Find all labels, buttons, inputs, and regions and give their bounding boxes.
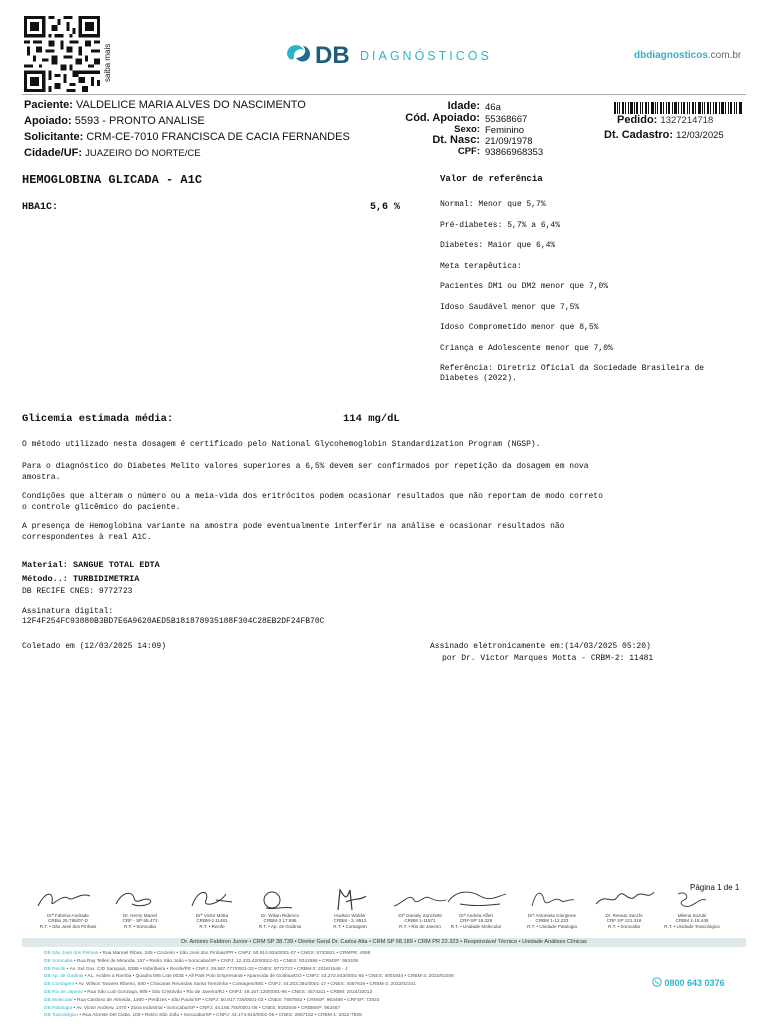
logo-db-text: DB xyxy=(315,42,350,69)
variant-note xyxy=(22,521,702,543)
reference-item: Criança e Adolescente menor que 7,0% xyxy=(440,344,613,353)
unit-name: DB Ap. de Goiânia xyxy=(44,974,84,980)
metodo-row xyxy=(22,574,139,584)
reference-item: Pré-diabetes: 5,7% a 6,4% xyxy=(440,221,561,230)
solicitante-row xyxy=(24,131,350,143)
signatory-role: R.T. • São José dos Pinhais xyxy=(39,923,97,929)
note-line: amostra. xyxy=(22,473,61,482)
directors-text: Dr. Antonio Fabbron Junior • CRM SP 38.739 • Diretor Geral Dr. Carlos Alta • CRM SP 68.189 • CRM PR 22.323 • Responsável Técnico • Unidade Análises Clínicas xyxy=(181,939,587,945)
unit-address xyxy=(44,997,664,1005)
signatory-role: R.T. • Sorocaba xyxy=(608,923,640,929)
signatory-name: Drª Fabrina Andrade xyxy=(47,913,89,918)
cnes-line: DB RECIFE CNES: 9772723 xyxy=(22,587,133,596)
dt-nasc-value: 21/09/1978 xyxy=(485,136,533,147)
barcode xyxy=(614,101,742,113)
unit-address xyxy=(44,958,664,966)
signatory-name: Drª Antonieta Giorgione xyxy=(527,913,577,918)
signatory-name: Drª Andréa Alferi xyxy=(459,913,493,918)
signatory-role: R.T. • Unidade Molecular xyxy=(450,923,502,929)
diagnosis-note xyxy=(22,461,702,483)
unit-name: DB Contagem xyxy=(44,982,75,988)
cadastro-row xyxy=(604,129,724,141)
conditions-note xyxy=(22,491,702,513)
signatory-credit xyxy=(242,913,318,929)
reference-item: Pacientes DM1 ou DM2 menor que 7,0% xyxy=(440,282,609,291)
apoiado-label: Apoiado: xyxy=(24,115,72,127)
saiba-mais-label: saiba mais xyxy=(103,43,112,82)
assinatura-label: Assinatura digital: xyxy=(22,607,114,616)
method-note xyxy=(22,439,702,450)
unit-name: DB Molecular xyxy=(44,997,73,1003)
reference-source-line1: Referência: Diretriz Oficial da Sociedade Brasileira de xyxy=(440,364,705,373)
signatory-name: Dr. Wilian Ridenco xyxy=(261,913,299,918)
logo-mark-icon xyxy=(284,38,514,70)
note-line: Condições que alteram o número ou a meia-vida dos eritrócitos podem ocasionar resultados que não reportam de modo correto xyxy=(22,492,603,501)
signatory-role: R.T. • Unidade Toxicológico xyxy=(664,923,720,929)
assinado-line: Assinado eletronicamente em:(14/03/2025 05:20) xyxy=(430,642,651,651)
cpf-label: CPF: xyxy=(457,146,480,157)
pedido-row xyxy=(617,114,713,126)
cod-apoiado-label: Cód. Apoiado: xyxy=(405,112,480,124)
signatory-registry: CRBM 1-11571 xyxy=(404,918,436,924)
signature xyxy=(656,886,728,912)
cadastro-value: 12/03/2025 xyxy=(676,130,724,141)
material-label: Material: xyxy=(22,560,68,570)
signatory-registry: CRF-SP 18.329 xyxy=(459,918,493,924)
unit-address xyxy=(44,973,664,981)
unit-name: DB Rio de Janeiro xyxy=(44,989,83,995)
signatory-registry: CRBM-3 17.596 xyxy=(263,918,297,924)
glicemia-label: Glicemia estimada média: xyxy=(22,413,174,425)
coletado-line: Coletado em (12/03/2025 14:09) xyxy=(22,642,167,651)
exam-title: HEMOGLOBINA GLICADA - A1C xyxy=(22,173,203,187)
reference-item: Meta terapêutica: xyxy=(440,262,522,271)
metodo-label: Método..: xyxy=(22,574,68,584)
signature xyxy=(32,886,104,912)
saiba-mais-vertical-text xyxy=(101,22,113,86)
signature xyxy=(104,886,176,912)
signatory-role: R.T. • Rio de Janeiro xyxy=(399,923,441,929)
unit-address xyxy=(44,981,664,989)
unit-details: • Rua Cardoso de Almeida, 1460 • Perdizes • São Paulo/SP • CNPJ: 50.917.729/0001-03 • CNES: 7887582 • CRMSP: 963468 • CRFSP: 72933 xyxy=(72,997,380,1003)
metodo-value: TURBIDIMETRIA xyxy=(73,574,140,584)
signatory-registry: CRF SP 121.316 xyxy=(606,918,642,924)
unit-details: • Rua Manoel Ribas, 245 • Cruzeiro • São José dos Pinhais/PR • CNPJ: 50.914.934/0001-07 • CNES: 6733921 • CRMPR: 4958 xyxy=(98,951,371,956)
solicitante-label: Solicitante: xyxy=(24,131,84,143)
unit-address xyxy=(44,989,664,997)
unit-name: DB Sorocaba xyxy=(44,958,73,964)
signatory-credit xyxy=(30,913,106,929)
sexo-value: Feminino xyxy=(485,125,525,136)
signatory-credit xyxy=(514,913,590,929)
signatory-registry: CRBM 1-12.223 xyxy=(535,918,569,924)
unit-name: DB Recife xyxy=(44,966,66,972)
signature xyxy=(176,886,248,912)
pedido-label: Pedido: xyxy=(617,114,658,126)
note-line: O método utilizado nesta dosagem é certificado pelo National Glycohemoglobin Standardization Program (NGSP). xyxy=(22,440,541,449)
unit-address xyxy=(44,950,664,958)
glicemia-value: 114 mg/dL xyxy=(343,413,400,425)
signatory-registry: CRBM 1-18.445 xyxy=(675,918,709,924)
cidade-row xyxy=(24,147,201,159)
signature xyxy=(244,886,316,912)
signatory-role: R.T. • Unidade Patologia xyxy=(527,923,577,929)
signatory-name: Drª Daniely Zanchetti xyxy=(398,913,442,918)
note-line: o controle glicêmico do paciente. xyxy=(22,503,181,512)
signatory-registry: CRBM-2 11481 xyxy=(196,918,228,924)
phone-number: 0800 643 0376 xyxy=(664,978,725,988)
signatory-name: Dr. Henry Maciel xyxy=(123,913,157,918)
note-line: Para o diagnóstico do Diabetes Melito valores superiores a 6,5% devem ser confirmados por repetição da dosagem em nova xyxy=(22,462,589,471)
unit-details: • Rua Ruy Telles de Miranda, 157 • Retiro São João • Sorocaba/SP • CNPJ: 12.433.420/0012-01 • CNES: 9342656 • CRMSP: 963406 xyxy=(72,958,359,964)
signatory-name: Drª Victor Motta xyxy=(195,913,229,918)
idade-label: Idade: xyxy=(447,100,480,112)
analyte-label: HBA1C: xyxy=(22,202,59,213)
reference-item: Normal: Menor que 5,7% xyxy=(440,200,546,209)
reference-item: Idoso Saudável menor que 7,5% xyxy=(440,303,580,312)
apoiado-value: 5593 - PRONTO ANALISE xyxy=(74,115,205,127)
unit-details: • Rua São Luiz Gonzaga, 889 • São Cristóvão • Rio de Janeiro/RJ • CNPJ: 49.157.120/0001-95 • CNES: 4574311 • CRBM: 2024/10013 xyxy=(82,989,373,995)
reference-title: Valor de referência xyxy=(440,174,543,184)
website-tld: .com.br xyxy=(707,50,742,61)
signatory-credit xyxy=(312,913,388,929)
solicitante-value: CRM-CE-7010 FRANCISCA DE CACIA FERNANDES xyxy=(86,131,350,143)
unit-address xyxy=(44,1005,664,1013)
signatory-role: R.T. • Sorocaba xyxy=(124,923,156,929)
analyte-value: 5,6 % xyxy=(370,202,401,213)
unit-name: DB São José dos Pinhais xyxy=(44,951,99,956)
unit-name: DB Patologia xyxy=(44,1005,72,1011)
db-diagnosticos-logo xyxy=(284,38,514,70)
material-value: SANGUE TOTAL EDTA xyxy=(73,560,160,570)
material-row xyxy=(22,560,160,570)
whatsapp-icon xyxy=(652,977,662,987)
signatory-role: R.T. • Contagem xyxy=(333,923,367,929)
unit-details: • Rua Alceste Del Cistia, 108 • Retiro São João • Sorocaba/SP • CNPJ: 44.174.943/0001-06 • CNES: 2867182 • CRBM-1: 2022-7839 xyxy=(78,1013,362,1019)
signatory-registry: CRBM - 3. 8512 xyxy=(333,918,367,924)
assinado-por-line: por Dr. Victor Marques Motta - CRBM-2: 11481 xyxy=(442,654,654,663)
unit-name: DB Toxicológico xyxy=(44,1013,79,1019)
signature xyxy=(516,886,588,912)
unit-address xyxy=(44,966,664,974)
signatory-role: R.T. • Ap. de Goiânia xyxy=(258,923,302,929)
header-divider xyxy=(22,94,746,95)
signatory-credit xyxy=(174,913,250,929)
unit-address-list xyxy=(44,950,664,1020)
unit-details: • Av. Sul Gov. CID Sampaio, 8385 • Imbiribeira • Recife/PE • CNPJ: 29.567.777/0001-33 • CNES: 9772723 • CRBM-2: 2018/1548 - J xyxy=(65,966,348,972)
signatory-role: R.T. • Recife xyxy=(199,923,225,929)
qr-code xyxy=(24,16,100,92)
logo-diagnosticos-text: DIAGNÓSTICOS xyxy=(360,49,492,63)
assinatura-hash: 12F4F254FC93880B3BD7E6A9620AED5B181878935188F304C28EB2DF24FB70C xyxy=(22,617,325,626)
paciente-value: VALDELICE MARIA ALVES DO NASCIMENTO xyxy=(75,99,306,111)
apoiado-row xyxy=(24,115,205,127)
note-line: correspondentes à real A1C. xyxy=(22,533,152,542)
signature xyxy=(588,886,660,912)
signatory-credit xyxy=(654,913,730,929)
reference-item: Idoso Comprometido menor que 8,5% xyxy=(440,323,599,332)
unit-details: • Av. Victor Andrew, 1470 • Zona Industrial • Sorocaba/SP • CNPJ: 44.156.756/0001-08 • CNES: 9183049 • CRBMSP: 963467 xyxy=(72,1005,341,1011)
reference-source-line2: Diabetes (2022). xyxy=(440,374,517,383)
whatsapp-phone[interactable] xyxy=(652,977,725,988)
cod-apoiado-value: 55368667 xyxy=(485,114,528,125)
signatory-registry: CRBio 25.795/07-D xyxy=(48,918,88,924)
page-number: Página 1 de 1 xyxy=(690,883,740,892)
sexo-label: Sexo: xyxy=(454,124,480,135)
website-link[interactable] xyxy=(634,50,741,61)
cidade-value: JUAZEIRO DO NORTE/CE xyxy=(85,148,201,159)
idade-value: 46a xyxy=(485,102,501,113)
paciente-label: Paciente: xyxy=(24,99,73,111)
website-domain: dbdiagnosticos xyxy=(634,50,708,61)
signatory-name: Milena Suzuki xyxy=(677,913,707,918)
signatory-registry: CRF - SP 85.471 xyxy=(122,918,158,924)
reference-item: Diabetes: Maior que 6,4% xyxy=(440,241,556,250)
cadastro-label: Dt. Cadastro: xyxy=(604,129,674,141)
signatory-name: Dr. Renato Sacchi xyxy=(605,913,643,918)
unit-address xyxy=(44,1012,664,1020)
signatory-credit xyxy=(586,913,662,929)
unit-details: • AL. Acídes a Ramba • Quadra 005 Lote 003E • All Park Polo Empresarial • Aparecida de Goiânia/GO • CNPJ: 43.272.843/0001-50 • CNES: 4001934 • CRBM-3: 2022/02206 xyxy=(83,974,454,980)
signatory-credit xyxy=(438,913,514,929)
unit-details: • Av. Wilson Tavares Ribeiro, 580 • Chácaras Reunidas Santa Terezinha • Contagem/MG • CNPJ: 44.203.391/0001-17 • CNES: 4057619 • CRBM-3: 2022/02341 xyxy=(74,982,416,988)
note-line: A presença de Hemoglobina variante na amostra pode eventualmente interferir na análise e ocasionar resultados não xyxy=(22,522,565,531)
cpf-value: 93866968353 xyxy=(485,147,544,158)
signature xyxy=(316,886,388,912)
cidade-label: Cidade/UF: xyxy=(24,147,83,159)
signature xyxy=(440,886,512,912)
signatory-credit xyxy=(102,913,178,929)
pedido-value: 1327214718 xyxy=(660,115,714,126)
patient-name-row xyxy=(24,99,306,111)
signatory-name: Hudson Wolder xyxy=(334,913,366,918)
dt-nasc-label: Dt. Nasc: xyxy=(432,134,480,146)
